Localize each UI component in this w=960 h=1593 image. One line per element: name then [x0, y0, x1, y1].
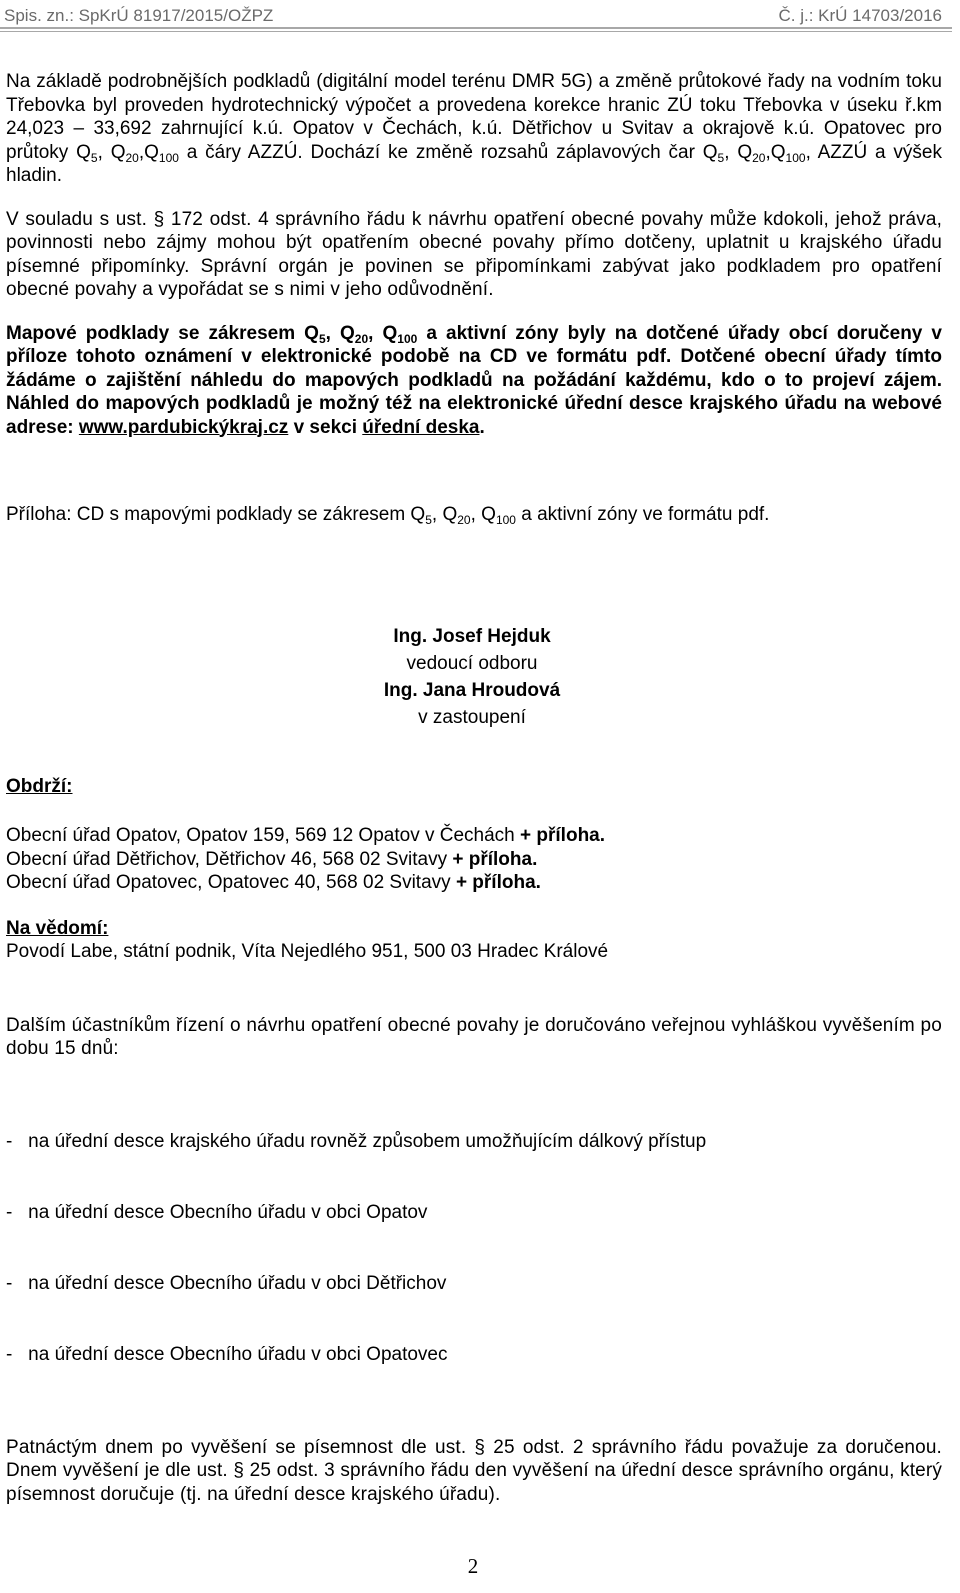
notice-heading: Na vědomí: — [6, 917, 109, 939]
paragraph-comments: V souladu s ust. § 172 odst. 4 správního řádu k návrhu opatření obecné povahy může kdokoli, jehož práva, povinnosti nebo zájmy mohou být opatřením obecné povahy přímo dotčeny, uplatnit u krajského úřadu písemné připomínky. Správní orgán je povinen se připomínkami zabývat jako podkladem pro opatření obecné povahy a vypořádat se s nimi v jeho odůvodnění. — [6, 208, 942, 300]
signatory-name: Ing. Josef Hejduk — [393, 625, 551, 647]
case-number: Č. j.: KrÚ 14703/2016 — [778, 6, 942, 25]
notice-recipient: Povodí Labe, státní podnik, Víta Nejedlého 951, 500 03 Hradec Králové — [6, 941, 609, 962]
deputy-role: v zastoupení — [418, 706, 526, 728]
paragraph-public-notice: Dalším účastníkům řízení o návrhu opatření obecné povahy je doručováno veřejnou vyhláškou vyvěšením po dobu 15 dnů: — [6, 1014, 942, 1059]
recipient-item: Obecní úřad Opatovec, Opatovec 40, 568 02 Svitavy + příloha. — [6, 872, 541, 893]
recipient-item: Obecní úřad Dětřichov, Dětřichov 46, 568 02 Svitavy + příloha. — [6, 848, 538, 870]
paragraph-map-documents: Mapové podklady se zákresem $Q_5$, $Q_{20}$, $Q_{100}$ a aktivní zóny byly na dotčené úřady obcí doručeny v příloze tohoto oznámení v elektronické podobě na CD ve formátu pdf. Dotčené obecní úřady tímto žádáme o zajištění náhledu do mapových podkladů na požádání každému, kdo o to projeví zájem. Náhled do mapových podkladů je možný též na elektronické úřední desce krajského úřadu na webové adrese: www.pardubickýkraj.cz v sekci úřední deska. — [6, 322, 943, 438]
deputy-name: Ing. Jana Hroudová — [383, 679, 561, 701]
list-item: - na úřední desce Obecního úřadu v obci Dětřichov — [6, 1272, 447, 1294]
posting-list — [6, 1083, 942, 1414]
page-number: 2 — [467, 1554, 479, 1578]
recipient-item: Obecní úřad Opatov, Opatov 159, 569 12 Opatov v Čechách + příloha. — [6, 825, 606, 846]
file-reference: Spis. zn.: SpKrÚ 81917/2015/OŽPZ — [4, 6, 274, 25]
recipients-list — [6, 824, 942, 895]
list-item: - na úřední desce krajského úřadu rovněž způsobem umožňujícím dálkový přístup — [6, 1130, 707, 1152]
signature-block — [256, 623, 688, 731]
official-board-link[interactable]: úřední deska — [362, 416, 480, 438]
attachment-note: Příloha: CD s mapovými podklady se zákresem $Q_5$, $Q_{20}$, $Q_{100}$ a aktivní zóny ve formátu pdf. — [6, 504, 770, 527]
list-item: - na úřední desce Obecního úřadu v obci Opatov — [6, 1201, 428, 1223]
recipients-heading: Obdrží: — [6, 775, 73, 797]
paragraph-recalculation: Na základě podrobnějších podkladů (digitální model terénu DMR 5G) a změně průtokové řady na vodním toku Třebovka byl proveden hydrotechnický výpočet a provedena korekce hranic ZÚ toku Třebovka v úseku ř.km 24,023 – 33,692 zahrnující k.ú. Opatov v Čechách, k.ú. Dětřichov u Svitav a okrajově k.ú. Opatovec pro průtoky $Q_5$, $Q_{20},Q_{100}$ a čáry AZZÚ. Dochází ke změně rozsahů záplavových čar $Q_5$, $Q_{20},Q_{100}$, AZZÚ a výšek hladin. — [6, 71, 943, 186]
header-divider — [0, 27, 952, 29]
website-link[interactable]: www.pardubickýkraj.cz — [78, 416, 289, 438]
signatory-role: vedoucí odboru — [406, 652, 538, 674]
document-body — [6, 70, 942, 1506]
header-divider-thin — [0, 31, 952, 32]
list-item: - na úřední desce Obecního úřadu v obci Opatovec — [6, 1343, 448, 1365]
paragraph-delivery: Patnáctým dnem po vyvěšení se písemnost dle ust. § 25 odst. 2 správního řádu považuje za doručenou. Dnem vyvěšení je dle ust. § 25 odst. 3 správního řádu den vyvěšení na úřední desce správního orgánu, který písemnost doručuje (tj. na úřední desce krajského úřadu). — [6, 1436, 942, 1505]
